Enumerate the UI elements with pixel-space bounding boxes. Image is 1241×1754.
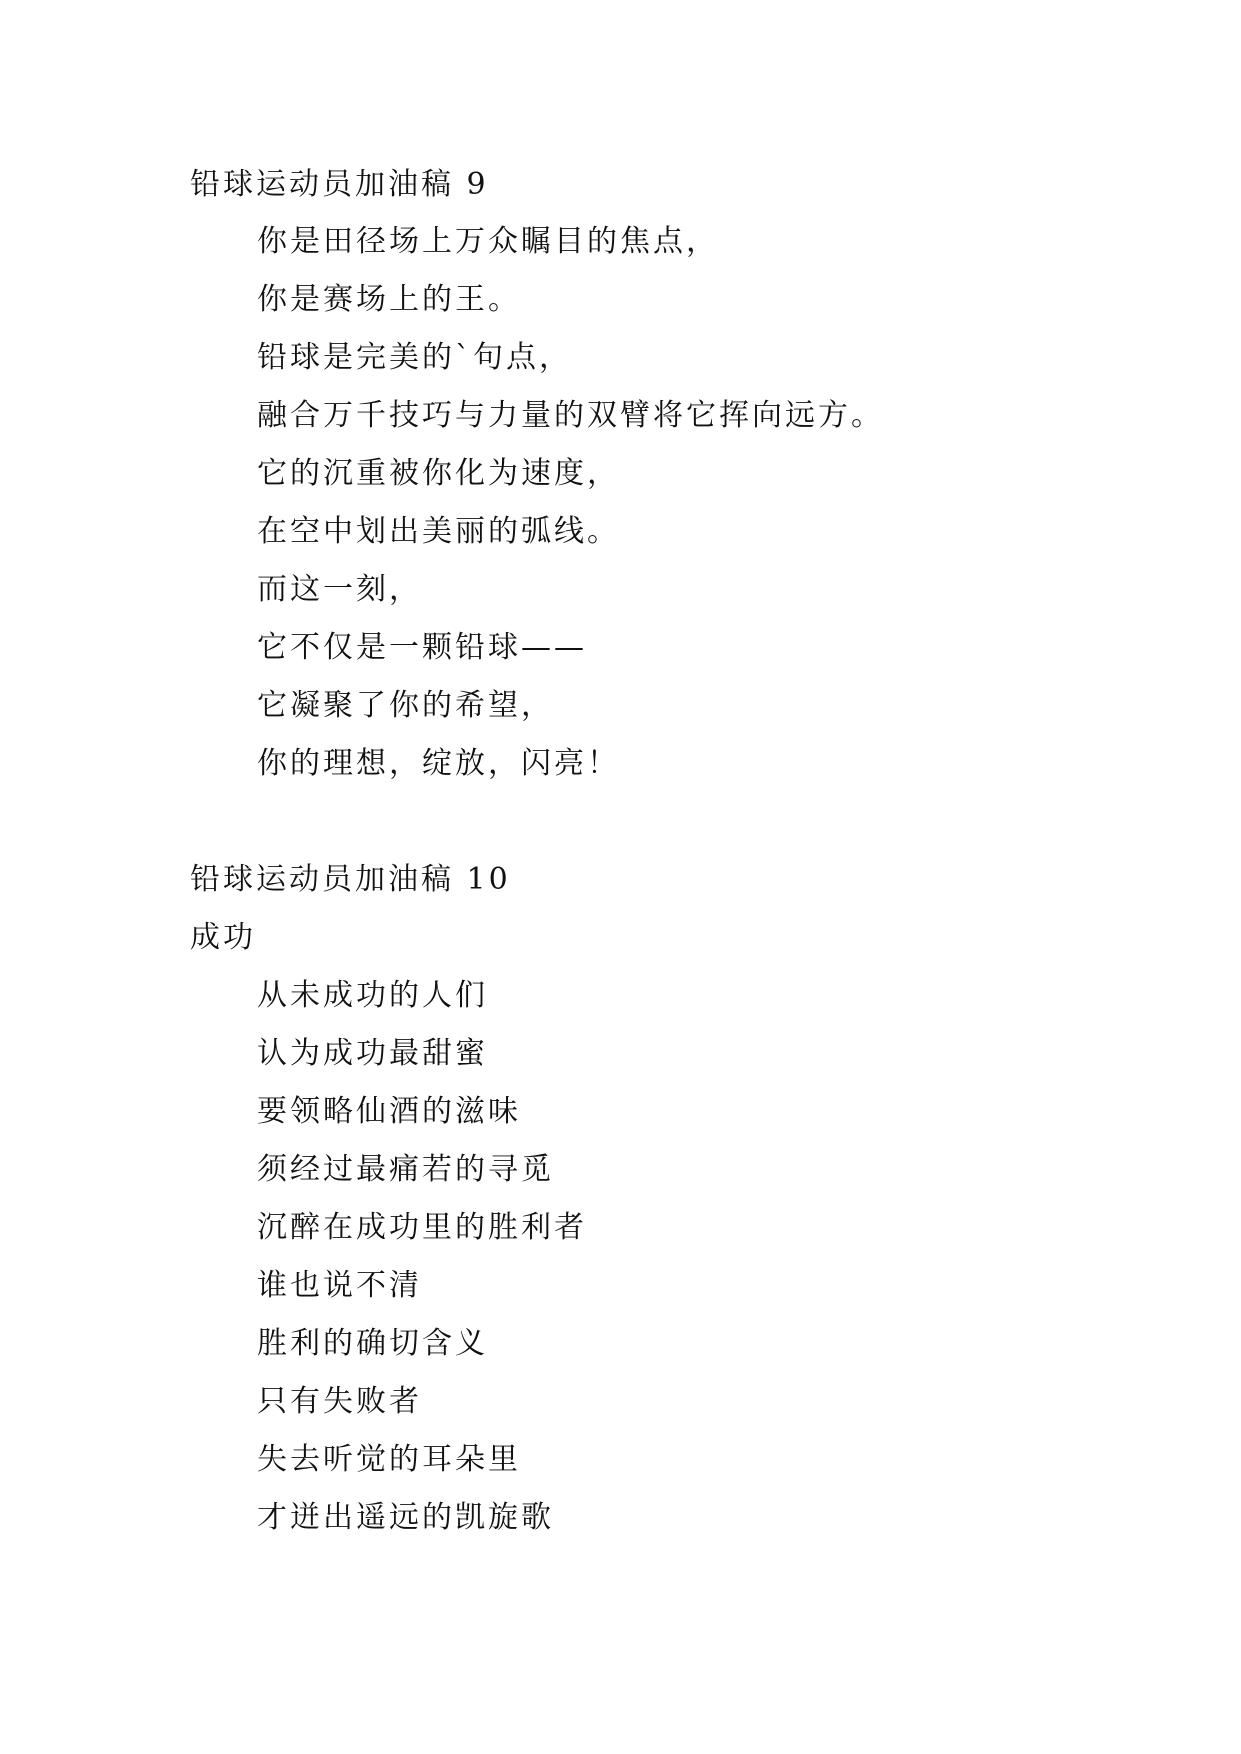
- section-10-line: 要领略仙酒的滋味: [257, 1094, 521, 1129]
- section-9-line: 融合万千技巧与力量的双臂将它挥向远方。: [257, 398, 884, 433]
- section-10-line: 才迸出遥远的凯旋歌: [257, 1500, 554, 1535]
- section-10-title: 铅球运动员加油稿 10: [190, 862, 511, 897]
- section-10-line: 认为成功最甜蜜: [257, 1036, 488, 1071]
- section-10-line: 谁也说不清: [257, 1268, 422, 1303]
- section-9-line: 它不仅是一颗铅球——: [257, 630, 587, 665]
- section-9-line: 它凝聚了你的希望，: [257, 688, 554, 723]
- section-9-line: 你是赛场上的王。: [257, 282, 521, 317]
- section-10-line: 须经过最痛若的寻觅: [257, 1152, 554, 1187]
- section-9-line: 你是田径场上万众瞩目的焦点，: [257, 224, 719, 259]
- section-10-line: 胜利的确切含义: [257, 1326, 488, 1361]
- section-9-line: 在空中划出美丽的弧线。: [257, 514, 620, 549]
- section-9-line: 你的理想，绽放，闪亮！: [257, 746, 620, 781]
- section-10-line: 失去听觉的耳朵里: [257, 1442, 521, 1477]
- section-9-title: 铅球运动员加油稿 9: [190, 167, 489, 202]
- section-9-line: 铅球是完美的`句点，: [257, 340, 572, 375]
- section-9-line: 而这一刻，: [257, 572, 422, 607]
- section-9-line: 它的沉重被你化为速度，: [257, 456, 620, 491]
- section-10-line: 只有失败者: [257, 1384, 422, 1419]
- section-10-line: 沉醉在成功里的胜利者: [257, 1210, 587, 1245]
- section-10-subtitle: 成功: [190, 920, 256, 955]
- section-10-line: 从未成功的人们: [257, 978, 488, 1013]
